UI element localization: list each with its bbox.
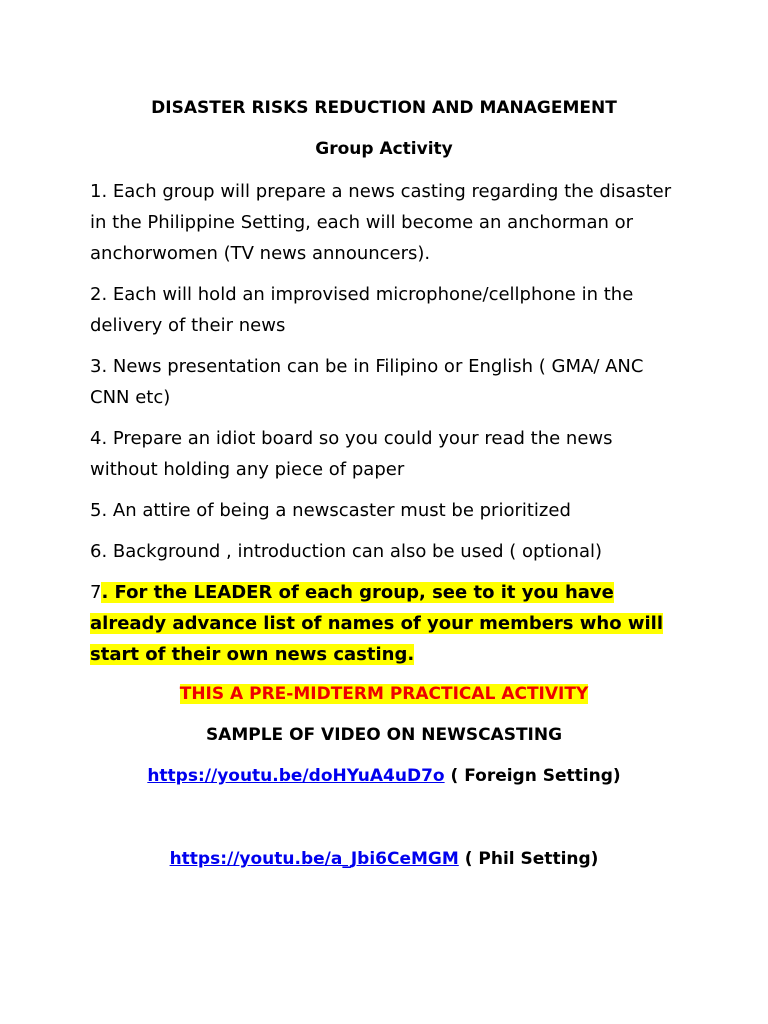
instruction-item-7-number: 7: [90, 582, 102, 603]
practical-activity-notice: [90, 680, 678, 708]
instruction-item-4: 4. Prepare an idiot board so you could your read the news without holding any piece of paper: [90, 428, 613, 480]
document-title: DISASTER RISKS REDUCTION AND MANAGEMENT: [151, 98, 617, 118]
phil-video-label: ( Phil Setting): [458, 849, 599, 869]
foreign-video-line: [90, 762, 678, 790]
instruction-item-3: 3. News presentation can be in Filipino or English ( GMA/ ANC CNN etc): [90, 356, 644, 408]
notice-highlight: THIS A PRE-MIDTERM PRACTICAL ACTIVITY: [179, 684, 589, 704]
instruction-item-2: 2. Each will hold an improvised microphone/cellphone in the delivery of their news: [90, 284, 634, 336]
instruction-item-7: [90, 577, 678, 670]
phil-video-line: [90, 845, 678, 873]
foreign-video-label: ( Foreign Setting): [444, 766, 621, 786]
foreign-video-link[interactable]: https://youtu.be/doHYuA4uD7o: [147, 766, 445, 786]
instruction-item-5: 5. An attire of being a newscaster must be prioritized: [90, 500, 571, 521]
instruction-item-6: 6. Background , introduction can also be used ( optional): [90, 541, 603, 562]
leader-instruction-highlight: . For the LEADER of each group, see to it you have already advance list of names of your members who will start of their own news casting.: [90, 582, 664, 665]
document-subtitle: Group Activity: [315, 139, 453, 159]
instruction-item-1: 1. Each group will prepare a news casting regarding the disaster in the Philippine Setting, each will become an anchorman or anchorwomen (TV news announcers).: [90, 181, 672, 264]
sample-video-heading: SAMPLE OF VIDEO ON NEWSCASTING: [205, 725, 563, 745]
spacer: [90, 790, 678, 845]
phil-video-link[interactable]: https://youtu.be/a_Jbi6CeMGM: [169, 849, 459, 869]
